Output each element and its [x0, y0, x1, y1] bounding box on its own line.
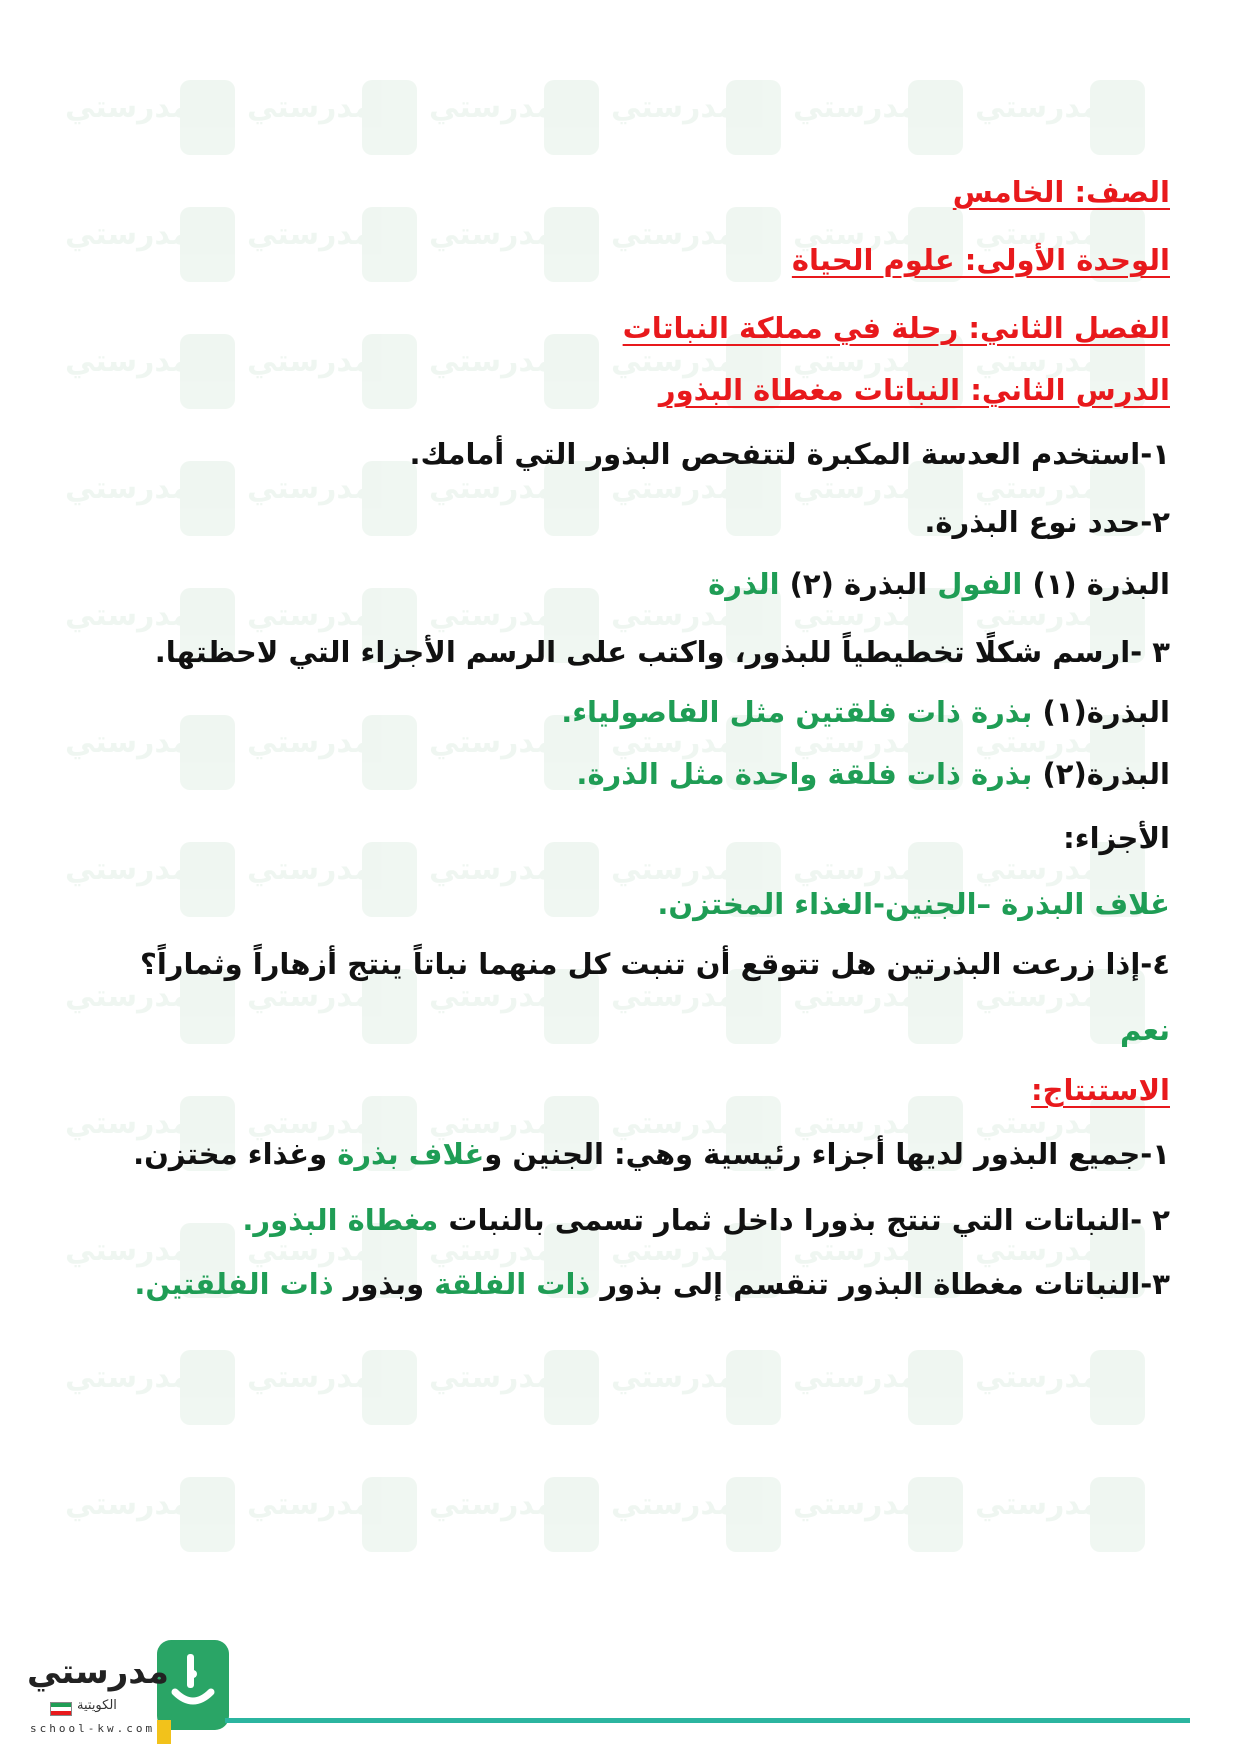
watermark-text: مدرستي: [611, 598, 737, 633]
watermark-text: مدرستي: [247, 90, 373, 125]
line-q1: [409, 437, 1170, 471]
line-a3b-span: بذرة ذات فلقة واحدة مثل الذرة.: [576, 757, 1033, 791]
line-c1-span: ١-جميع البذور لديها أجزاء رئيسية وهي: الجنين و: [484, 1137, 1170, 1171]
line-q3-span: ٣ -ارسم شكلًا تخطيطياً للبذور، واكتب على الرسم الأجزاء التي لاحظتها.: [154, 635, 1170, 669]
line-a2-span: الذرة: [708, 567, 780, 601]
watermark-tile: [394, 969, 599, 1096]
watermark-tile: [212, 334, 417, 461]
line-a4-span: نعم: [1120, 1013, 1170, 1047]
watermark-text: مدرستي: [611, 852, 737, 887]
line-a3a-span: البذرة(١): [1032, 695, 1170, 729]
watermark-text: مدرستي: [429, 725, 555, 760]
watermark-text: مدرستي: [611, 1233, 737, 1268]
line-q4: [140, 947, 1170, 981]
watermark-text: مدرستي: [793, 344, 919, 379]
line-chapter-span: الفصل الثاني: رحلة في مملكة النباتات: [622, 311, 1170, 345]
watermark-text: مدرستي: [975, 1106, 1101, 1141]
watermark-text: مدرستي: [793, 852, 919, 887]
line-a3b: [576, 757, 1170, 791]
watermark-tile: [30, 461, 235, 588]
watermark-tile: [30, 969, 235, 1096]
watermark-book-icon: [362, 842, 417, 917]
line-chapter: [623, 311, 1170, 345]
watermark-book-icon: [726, 207, 781, 282]
watermark-text: مدرستي: [65, 979, 191, 1014]
watermark-text: مدرستي: [793, 1360, 919, 1395]
watermark-book-icon: [544, 842, 599, 917]
watermark-book-icon: [544, 80, 599, 155]
watermark-text: مدرستي: [793, 979, 919, 1014]
line-c3-span: وبذور: [333, 1267, 435, 1301]
watermark-text: مدرستي: [65, 598, 191, 633]
watermark-text: مدرستي: [611, 1360, 737, 1395]
line-parts-span: غلاف البذرة –الجنين-الغذاء المختزن.: [657, 887, 1170, 921]
watermark-tile: [212, 715, 417, 842]
watermark-text: مدرستي: [975, 1360, 1101, 1395]
watermark-tile: [212, 1477, 417, 1604]
watermark-text: مدرستي: [975, 1233, 1101, 1268]
watermark-text: مدرستي: [65, 344, 191, 379]
watermark-book-icon: [362, 715, 417, 790]
line-c2-span: ٢ -النباتات التي تنتج بذورا داخل ثمار تسمى بالنبات: [438, 1203, 1170, 1237]
line-a4: [1120, 1013, 1170, 1047]
watermark-text: مدرستي: [611, 90, 737, 125]
watermark-text: مدرستي: [429, 1233, 555, 1268]
watermark-tile: [212, 207, 417, 334]
watermark-text: مدرستي: [247, 852, 373, 887]
watermark-text: مدرستي: [247, 1233, 373, 1268]
watermark-book-icon: [180, 1350, 235, 1425]
watermark-text: مدرستي: [247, 1106, 373, 1141]
watermark-tile: [940, 1477, 1145, 1604]
watermark-book-icon: [180, 207, 235, 282]
line-conclusion-label: [1031, 1073, 1170, 1107]
line-lesson: [659, 373, 1170, 407]
watermark-book-icon: [180, 334, 235, 409]
watermark-text: مدرستي: [65, 471, 191, 506]
watermark-book-icon: [362, 80, 417, 155]
line-c3-span: ٣-النباتات مغطاة البذور تنقسم إلى بذور: [590, 1267, 1170, 1301]
line-a2-span: البذرة (٢): [779, 567, 938, 601]
watermark-book-icon: [1090, 80, 1145, 155]
watermark-text: مدرستي: [65, 852, 191, 887]
watermark-tile: [212, 1350, 417, 1477]
watermark-book-icon: [180, 461, 235, 536]
watermark-book-icon: [362, 461, 417, 536]
watermark-text: مدرستي: [975, 852, 1101, 887]
watermark-tile: [212, 969, 417, 1096]
watermark-book-icon: [362, 1477, 417, 1552]
watermark-book-icon: [1090, 1350, 1145, 1425]
watermark-tile: [30, 334, 235, 461]
watermark-text: مدرستي: [975, 217, 1101, 252]
watermark-text: مدرستي: [429, 1106, 555, 1141]
watermark-tile: [576, 1350, 781, 1477]
line-c3: [134, 1267, 1170, 1301]
watermark-text: مدرستي: [975, 1487, 1101, 1522]
watermark-text: مدرستي: [429, 217, 555, 252]
watermark-text: مدرستي: [429, 90, 555, 125]
watermark-tile: [394, 461, 599, 588]
line-grade: [953, 175, 1170, 209]
watermark-book-icon: [726, 80, 781, 155]
watermark-text: مدرستي: [247, 725, 373, 760]
watermark-tile: [758, 1350, 963, 1477]
line-q1-span: ١-استخدم العدسة المكبرة لتتفحص البذور التي أمامك.: [409, 437, 1170, 471]
watermark-book-icon: [544, 334, 599, 409]
watermark-tile: [576, 969, 781, 1096]
watermark-tile: [30, 80, 235, 207]
watermark-text: مدرستي: [65, 1487, 191, 1522]
watermark-text: مدرستي: [793, 90, 919, 125]
watermark-text: مدرستي: [793, 217, 919, 252]
watermark-text: مدرستي: [611, 979, 737, 1014]
line-c2: [242, 1203, 1170, 1237]
watermark-text: مدرستي: [429, 471, 555, 506]
line-conclusion-label-span: الاستنتاج:: [1031, 1073, 1170, 1107]
watermark-text: مدرستي: [793, 1106, 919, 1141]
watermark-text: مدرستي: [611, 217, 737, 252]
watermark-text: مدرستي: [611, 1487, 737, 1522]
watermark-text: مدرستي: [793, 1487, 919, 1522]
watermark-tile: [758, 80, 963, 207]
watermark-text: مدرستي: [793, 1233, 919, 1268]
watermark-text: مدرستي: [793, 471, 919, 506]
watermark-tile: [212, 80, 417, 207]
watermark-tile: [30, 207, 235, 334]
watermark-book-icon: [180, 80, 235, 155]
watermark-book-icon: [362, 334, 417, 409]
logo-subtitle: الكويتية: [77, 1698, 117, 1713]
watermark-book-icon: [908, 1477, 963, 1552]
watermark-book-icon: [544, 1477, 599, 1552]
line-unit-span: الوحدة الأولى: علوم الحياة: [791, 243, 1170, 277]
line-c3-span: ذات الفلقة: [434, 1267, 591, 1301]
watermark-tile: [30, 1350, 235, 1477]
watermark-book-icon: [544, 461, 599, 536]
watermark-text: مدرستي: [247, 598, 373, 633]
watermark-book-icon: [908, 80, 963, 155]
line-a3b-span: البذرة(٢): [1032, 757, 1170, 791]
watermark-text: مدرستي: [793, 598, 919, 633]
line-a2: [708, 567, 1170, 601]
watermark-text: مدرستي: [429, 598, 555, 633]
watermark-book-icon: [180, 842, 235, 917]
watermark-text: مدرستي: [65, 90, 191, 125]
line-unit: [792, 243, 1170, 277]
watermark-book-icon: [726, 1477, 781, 1552]
watermark-book-icon: [908, 1350, 963, 1425]
line-q2: [924, 505, 1170, 539]
watermark-text: مدرستي: [975, 344, 1101, 379]
watermark-tile: [30, 715, 235, 842]
line-q4-span: ٤-إذا زرعت البذرتين هل تتوقع أن تنبت كل منهما نباتاً ينتج أزهاراً وثماراً؟: [140, 947, 1170, 981]
logo-url: school-kw.com: [30, 1722, 156, 1735]
watermark-text: مدرستي: [247, 471, 373, 506]
watermark-book-icon: [726, 461, 781, 536]
watermark-book-icon: [362, 207, 417, 282]
watermark-text: مدرستي: [975, 979, 1101, 1014]
watermark-text: مدرستي: [65, 217, 191, 252]
watermark-tile: [758, 969, 963, 1096]
watermark-text: مدرستي: [429, 979, 555, 1014]
line-parts-label: [1063, 821, 1170, 855]
watermark-book-icon: [180, 1477, 235, 1552]
line-a2-span: الفول: [937, 567, 1023, 601]
line-c3-span: ذات الفلقتين.: [134, 1267, 334, 1301]
watermark-tile: [394, 207, 599, 334]
line-a3a-span: بذرة ذات فلقتين مثل الفاصولياء.: [561, 695, 1033, 729]
watermark-text: مدرستي: [611, 344, 737, 379]
line-lesson-span: الدرس الثاني: النباتات مغطاة البذور: [658, 373, 1170, 407]
watermark-tile: [576, 1477, 781, 1604]
line-c1-span: وغذاء مختزن.: [133, 1137, 338, 1171]
watermark-text: مدرستي: [65, 1360, 191, 1395]
line-a2-span: البذرة (١): [1022, 567, 1170, 601]
watermark-text: مدرستي: [247, 344, 373, 379]
watermark-text: مدرستي: [975, 598, 1101, 633]
line-a3a: [561, 695, 1170, 729]
watermark-book-icon: [726, 1350, 781, 1425]
line-c1: [133, 1137, 1170, 1171]
bookmark-icon: [157, 1720, 171, 1744]
line-q2-span: ٢-حدد نوع البذرة.: [924, 505, 1170, 539]
watermark-tile: [212, 461, 417, 588]
watermark-text: مدرستي: [247, 217, 373, 252]
line-parts: [657, 887, 1170, 921]
watermark-text: مدرستي: [975, 725, 1101, 760]
line-c2-span: مغطاة البذور.: [242, 1203, 439, 1237]
watermark-text: مدرستي: [975, 90, 1101, 125]
watermark-tile: [576, 80, 781, 207]
watermark-book-icon: [362, 1350, 417, 1425]
watermark-text: مدرستي: [247, 1360, 373, 1395]
footer-divider: [225, 1718, 1190, 1723]
watermark-text: مدرستي: [429, 1360, 555, 1395]
watermark-text: مدرستي: [793, 725, 919, 760]
watermark-text: مدرستي: [611, 725, 737, 760]
watermark-text: مدرستي: [429, 344, 555, 379]
watermark-tile: [394, 1350, 599, 1477]
watermark-text: مدرستي: [429, 1487, 555, 1522]
watermark-tile: [394, 715, 599, 842]
watermark-book-icon: [180, 715, 235, 790]
watermark-text: مدرستي: [65, 725, 191, 760]
line-q3: [155, 635, 1170, 669]
watermark-text: مدرستي: [611, 471, 737, 506]
kuwait-flag-icon: [50, 1702, 72, 1716]
watermark-tile: [758, 1477, 963, 1604]
line-grade-span: الصف: الخامس: [952, 175, 1170, 209]
watermark-text: مدرستي: [975, 471, 1101, 506]
watermark-text: مدرستي: [247, 1487, 373, 1522]
watermark-text: مدرستي: [65, 1233, 191, 1268]
watermark-tile: [394, 80, 599, 207]
watermark-text: مدرستي: [611, 1106, 737, 1141]
line-c1-span: غلاف بذرة: [337, 1137, 485, 1171]
line-parts-label-span: الأجزاء:: [1063, 821, 1170, 855]
watermark-book-icon: [1090, 1477, 1145, 1552]
watermark-tile: [30, 1477, 235, 1604]
watermark-tile: [394, 1477, 599, 1604]
watermark-tile: [940, 1350, 1145, 1477]
watermark-text: مدرستي: [429, 852, 555, 887]
watermark-text: مدرستي: [247, 979, 373, 1014]
watermark-book-icon: [544, 1350, 599, 1425]
watermark-book-icon: [544, 207, 599, 282]
footer-logo: [22, 1640, 212, 1750]
logo-text: مدرستي: [27, 1652, 169, 1692]
watermark-text: مدرستي: [65, 1106, 191, 1141]
